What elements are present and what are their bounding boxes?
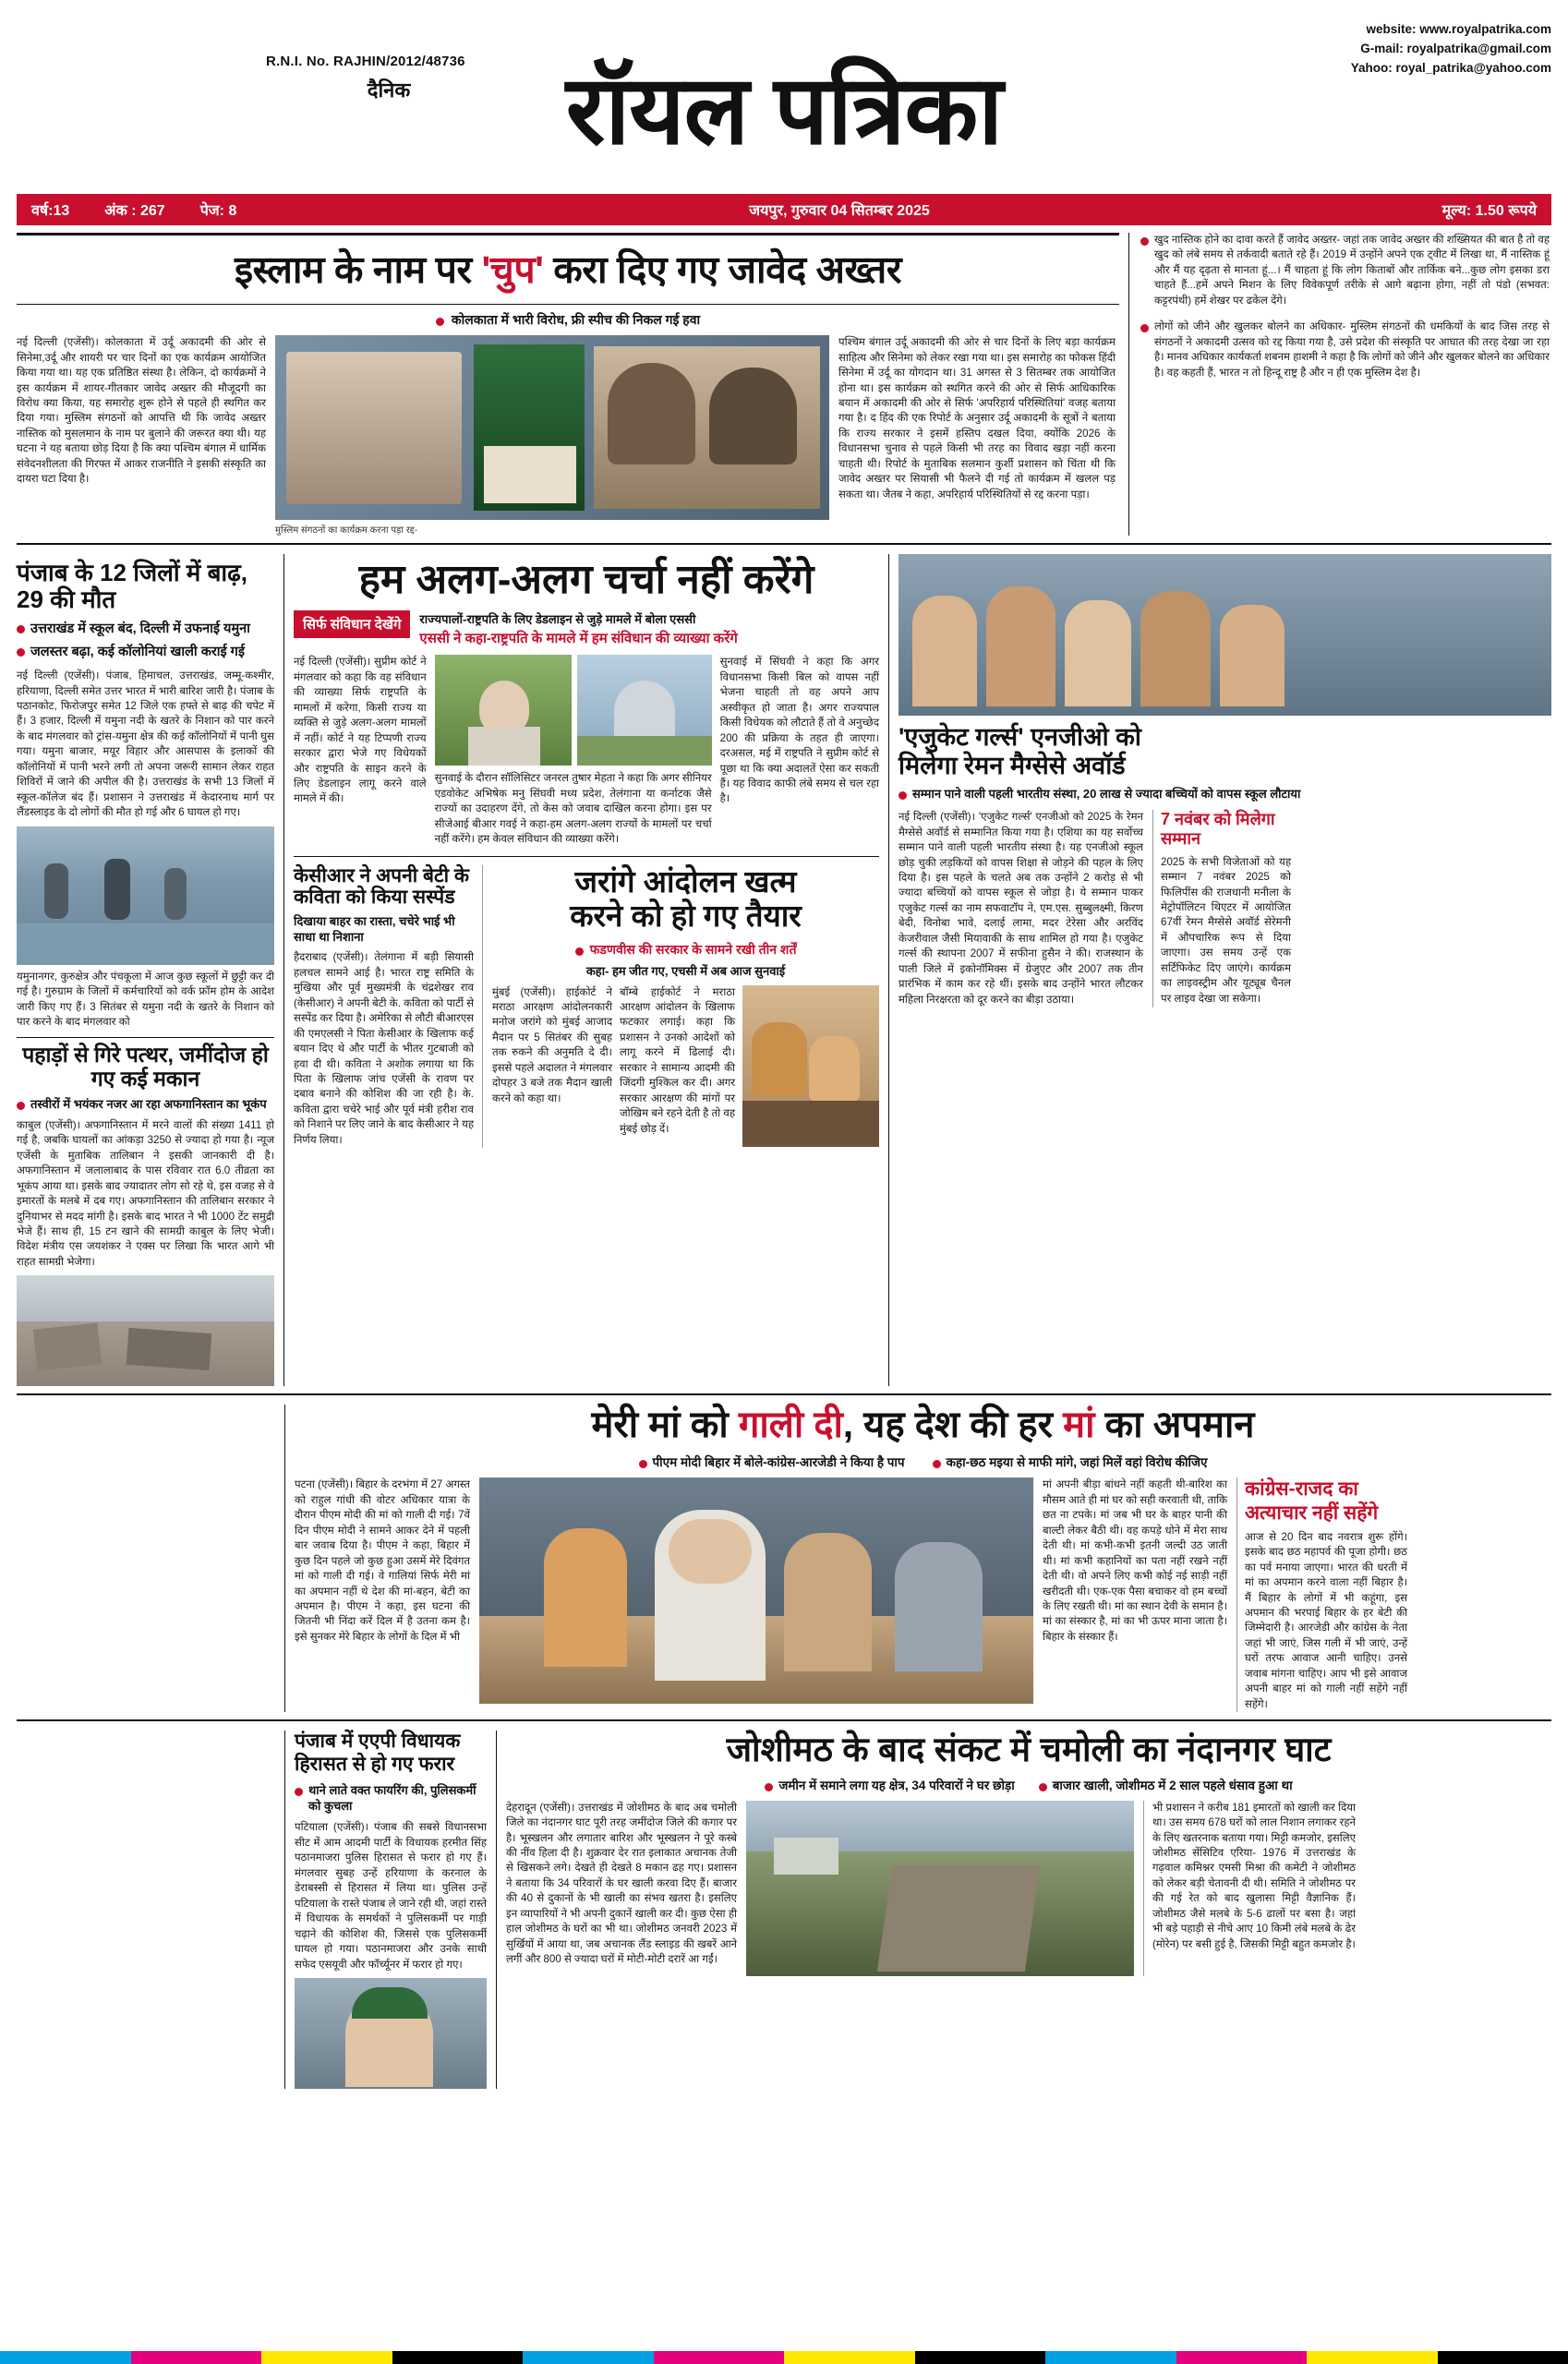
ngo-photo	[899, 554, 1551, 716]
lead-sidebar	[1129, 233, 1550, 536]
jarange-deck-2: कहा- हम जीत गए, एचसी में अब आज सुनवाई	[585, 963, 786, 978]
punjab-bullet-icon-1	[17, 625, 25, 633]
modi-bullet-icon-2	[933, 1460, 941, 1468]
joshimath-photo	[746, 1801, 1134, 1976]
sidebar-bullet-icon-1	[1140, 237, 1149, 246]
joshimath-deck-1: जमीन में समाने लगा यह क्षेत्र, 34 परिवारों ने घर छोड़ा	[778, 1778, 1015, 1792]
joshimath-col-2: भी प्रशासन ने करीब 181 इमारतों को खाली कर दिया था। उस समय 678 घरों को लाल निशान लगाकर रहने के लिए खतरनाक बताया गया। मिट्टी कमजोर, इसलिए जोशीमठ सेंसिटिव एरिया- 1976 में उत्तराखंड के गढ़वाल कमिश्नर एमसी मिश्रा की कमेटी ने जोशीमठ को लेकर बड़ी चेतावनी दी थी। समिति ने जोशीमठ पर की गई रेत को बाद खुलासा मिट्टी वैज्ञानिक हैं। जोशीमठ जैसे मलबे के 5-6 ढालों पर बसा है। जहां भी बड़े पहाड़ी से नीचे आए 10 किमी लंबे मलबे के ढेर (मोरेन) पर बसी हुई है, जिसकी मिट्टी बहुत कमजोर है।	[1143, 1801, 1356, 1976]
mountain-body: काबुल (एजेंसी)। अफगानिस्तान में मरने वालों की संख्या 1411 हो गई है, जबकि घायलों का आंकड़ा 3250 से ज्यादा हो गया है। न्यूज एजेंसी के मुताबिक तालिबान ने इसकी जानकारी दी है। अफगानिस्तान में जलालाबाद के पास रविवार रात 6.0 तीव्रता का भूकंप आया था। इसके बाद ज्यादातर लोग सो रहे थे, इस वजह से वे इमारतों के मलबे में दब गए। अफगानिस्तान की तालिबान सरकार ने दुनियाभर से मदद मांगी है। इसके बाद भारत ने भी 1000 टेंट समुद्री भेजे हैं। साथ ही, 15 टन खाने की सामग्री काबुल के लिए भेजी। विदेश मंत्रीय एस जयशंकर ने एक्स पर लिखा कि भारत आगे भी राहत सामग्री भेजेगा।	[17, 1118, 274, 1268]
jarange-col-2: बॉम्बे हाईकोर्ट ने मराठा आरक्षण आंदोलन के खिलाफ फटकार लगाई। कहा कि प्रशासन ने उनको आदेशों को लागू करने में ढिलाई दी। सरकार ने सामान्य आदमी की जिंदगी मुश्किल कर दी। अगर सरकार आरक्षण की मांगों पर जोखिम बने रहने देती है तो वह मुंबई छोड़ दें।	[620, 985, 735, 1135]
sidebar-bullet-1: खुद नास्तिक होने का दावा करते हैं जावेद अख्तर- जहां तक जावेद अख्तर की शख्सियत की बात है तो वह खुद को लंबे समय से तर्कवादी बताते रहे हैं। 2019 में उन्होंने अपने एक ट्वीट में लिखा था, मैं नास्तिक हूं और मैं यह दृढ़ता से मानता हूं...। मैं चाहता हूं कि लोग किताबों और तार्किक बने...कुछ लोग इसका डरा चाहते हैं...हमें अपने मिशन के लिए विवेकपूर्ण तरीके से आगे बढ़ाना होगा, नहीं तो पंडो (सभवत: कट्टरपंथी) हमें शेखर पर ढकेल देंगे।	[1154, 234, 1550, 307]
dainik-label: दैनिक	[367, 78, 411, 102]
president-photo	[435, 655, 572, 766]
sidebar-bullet-icon-2	[1140, 324, 1149, 332]
place-date: जयपुर, गुरुवार 04 सितम्बर 2025	[749, 203, 930, 219]
modi-sidebox	[1236, 1478, 1407, 1712]
joshimath-deck-2: बाजार खाली, जोशीमठ में 2 साल पहले धंसाव हुआ था	[1052, 1778, 1293, 1792]
joshimath-bullet-icon-2	[1039, 1783, 1047, 1791]
logo	[367, 57, 1003, 164]
ngo-deck: सम्मान पाने वाली पहली भारतीय संस्था, 20 लाख से ज्यादा बच्चियों को वापस स्कूल लौटाया	[912, 787, 1301, 802]
top-section	[17, 233, 1551, 536]
ngo-side-body: 2025 के सभी विजेताओं को यह सम्मान 7 नवंबर 2025 को फिलिपींस की राजधानी मनीला के मेट्रोपॉलिटन थिएटर में आयोजित 67वीं रेमन मैग्सेसे अवॉर्ड सेरेमनी में औपचारिक रूप से दिया जाएगा। उस समय उन्हें एक सर्टिफिकेट दिए जाएंगे। कार्यक्रम का लाइवस्ट्रीम और यूट्यूब चैनल पर लाइव देखा जा सकेगा।	[1161, 855, 1291, 1005]
joshimath-story	[497, 1731, 1551, 2089]
lead-photo	[275, 335, 829, 520]
ngo-side-headline: 7 नवंबर को मिलेगा सम्मान	[1161, 810, 1275, 849]
issue-label: अंक : 267	[104, 203, 165, 219]
mla-headline: पंजाब में एएपी विधायक हिरासत से हो गए फरार	[295, 1731, 461, 1775]
jarange-col-1: मुंबई (एजेंसी)। हाईकोर्ट ने मराठा आरक्षण आंदोलनकारी मनोज जरांगे को मुंबई आजाद मैदान पर 5 सितंबर की सुबह तक रुकने की अनुमति दे दी। इससे पहले अदालत ने मंगलवार दोपहर 3 बजे तक मैदान खाली करने को कहा था।	[492, 985, 612, 1104]
mountain-headline: पहाड़ों से गिरे पत्थर, जमींदोज हो गए कई मकान	[22, 1043, 269, 1092]
contact-info	[1351, 20, 1551, 78]
jarange-story	[492, 865, 879, 1149]
modi-col-1: पटना (एजेंसी)। बिहार के दरभंगा में 27 अगस्त को राहुल गांधी की वोटर अधिकार यात्रा के दौरान पीएम मोदी की मां को गाली दी गई। 7वें दिन पीएम मोदी ने सामने आकर देने में पहली बार जवाब दिया है। पीएम ने कहा, बिहार में कुछ दिन पहले जो कुछ हुआ उसमें मेरे दिवंगत मां को गाली दी गई। वे गालियां सिर्फ मेरी मां का अपमान नहीं थे देश की मां-बहन, बेटी का अपमान है। पीएम ने कहा, इस घटना की जितनी भी निंदा करें दिल में है उतना कम है। इसे सुनकर मेरे बिहार के लोगों के दिल में भी	[295, 1478, 470, 1643]
sc-col-3: सुनवाई में सिंघवी ने कहा कि अगर विधानसभा किसी बिल को वापस नहीं भेजना चाहती तो वह अपने आप अस्वीकृत हो जाता है। अगर राज्यपाल किसी विधेयक को लौटाते हैं तो वे अनुच्छेद 200 की प्रक्रिया के तहत ही जाएगा। दरअसल, मई में राष्ट्रपति ने सुप्रीम कोर्ट से पूछा था कि क्या अदालतें ऐसा कर सकती हैं। यह विवाद काफी लंबे समय से चल रहा है।	[719, 656, 879, 805]
mla-body: पटियाला (एजेंसी)। पंजाब की सबसे विधानसभा सीट में आम आदमी पार्टी के विधायक हरमीत सिंह पठानमाजरा पुलिस हिरासत से फरार हो गए हैं। मंगलवार सुबह उन्हें हरियाणा के करनाल के डेराबस्सी से हिरासत में लिया था। पुलिस उन्हें पटियाला के रास्ते पंजाब ले जाने रही थी, जहां रास्ते में विधायक के समर्थकों ने पुलिसकर्मी पर गाड़ी चढ़ाने की कोशिश की, जिससे एक पुलिसकर्मी घायल हो गया। पठानमाजरा और उनके साथी सफेद एसयूवी और फॉर्च्यूनर में फरार हो गए।	[295, 1821, 487, 1971]
lead-deck: कोलकाता में भारी विरोध, फ्री स्पीच की निकल गई हवा	[451, 312, 701, 327]
gmail-line: G-mail: royalpatrika@gmail.com	[1360, 41, 1551, 55]
ngo-sidebox	[1152, 810, 1291, 1007]
lead-col-2: पश्चिम बंगाल उर्दू अकादमी की ओर से चार दिनों के लिए बड़ा कार्यक्रम साहित्य और सिनेमा को लेकर रखा गया था। इस समारोह का फोकस हिंदी सिनेमा में उर्दू का योगदान था। 31 अगस्त से 3 सितम्बर तक आयोजित होना था। इस कार्यक्रम को स्थगित करने की ओर से सिर्फ आधिकारिक बयान में अकादमी की ओर से सिर्फ 'अपरिहार्य परिस्थितियां' वजह बताया गया है। द हिंद की एक रिपोर्ट के अनुसार उर्दू अकादमी के सूत्रों ने बताया कि राज्य सरकार ने इसमें हस्तिप दखल दिया, क्योंकि 2026 के विधानसभा चुनाव से पहले किसी भी तरह का विवाद खड़ा नहीं करना चाहती थी। रिपोर्ट के मुताबिक सलमान कुर्शी प्रशासन को चिंता थी कि जावेद अख्तर पर सियासी भी फैलने दी गई तो कार्यक्रम में खलल पड़ सकता था। जैतब ने कहा, अपरिहार्य परिस्थितियों से रद्द करना पड़ा।	[838, 336, 1116, 501]
mountain-bullet-icon	[17, 1102, 25, 1110]
punjab-headline: पंजाब के 12 जिलों में बाढ़, 29 की मौत	[17, 559, 248, 614]
jarange-headline: जरांगे आंदोलन खत्म करने को हो गए तैयार	[570, 863, 802, 933]
supreme-court-story	[284, 554, 889, 1386]
modi-rally-photo	[479, 1478, 1033, 1704]
kcr-body: हैदराबाद (एजेंसी)। तेलंगाना में बड़ी सियासी हलचल सामने आई है। भारत राष्ट्र समिति के मुखिया और पूर्व मुख्यमंत्री के चंद्रशेखर राव (केसीआर) ने अपनी बेटी के. कविता को पार्टी से सस्पेंड कर दिया है। अमेरिका से लौटी बीआरएस की एमएलसी ने पिता केसीआर के खिलाफ कई बयान दिए थे और पार्टी के भीतर गुटबाजी को हवा दी थी। कविता ने अशोक लगाया था कि पिता के खिलाफ जांच एजेंसी के रावण पर दबाव बनाने की कोशिश की जा रही है। के. कविता द्वारा चचेरे भाई और पूर्व मंत्री हरीश राव को निशाने पर लिए जाने के बाद केसीआर ने यह निर्णय लिया।	[294, 951, 474, 1146]
punjab-caption: यमुनानगर, कुरुक्षेत्र और पंचकूला में आज कुछ स्कूलों में छुट्टी कर दी गई है। गुरुग्राम के जिलों में कर्मचारियों को वर्क फ्रॉम होम के आदेश जारी किए गए हैं। 3 सितंबर से यमुना नदी के खतरे के निशान को पार करने के बाद मंगलवार को	[17, 970, 274, 1028]
ngo-headline: 'एजुकेट गर्ल्स' एनजीओ को मिलेगा रेमन मैग्सेसे अवॉर्ड	[899, 723, 1141, 780]
deck-bullet-icon	[436, 318, 444, 326]
kcr-headline: केसीआर ने अपनी बेटी के कविता को किया सस्पेंड	[294, 864, 470, 909]
punjab-bullet-icon-2	[17, 648, 25, 657]
modi-deck-2: कहा-छठ मइया से माफी मांगे, जहां मिलें वहां विरोध कीजिए	[946, 1455, 1208, 1470]
punjab-body: नई दिल्ली (एजेंसी)। पंजाब, हिमाचल, उत्तराखंड, जम्मू-कश्मीर, हरियाणा, दिल्ली समेत उत्तर भारत में भारी बारिश जारी है। पंजाब के पठानकोट, फिरोजपुर समेत 12 जिले एक हफ्ते से बाढ़ की चपेट में हैं। 3 हजार, दिल्ली में यमुना नदी के खतरे के निशान को पार करने के बाद मंगलवार को ट्रांस-यमुना क्षेत्र की कई कॉलोनियों में पानी घुस गया। यमुना बाजार, मयूर विहार और आसपास के इलाकों की कॉलोनियों में पानी भरने लगी तो अपना जरूरी सामान लेकर राहत शिविरों में जाने की अपील की है। उत्तराखंड के सभी 13 जिलों में स्कूल-कॉलेज बंद हैं। प्रशासन ने उत्तराखंड में केदारनाथ मार्ग पर लैंडस्लाइड के दो लोगों की मौत हो गई और 6 घायल हो गए।	[17, 669, 274, 819]
sc-col-2: सुनवाई के दौरान सॉलिसिटर जनरल तुषार मेहता ने कहा कि अगर सीनियर एडवोकेट अभिषेक मनु सिंघवी मध्य प्रदेश, तेलंगाना या कर्नाटक जैसे राज्यों का उदाहरण देंगे, तो केस को जवाब दाखिल करना होगा। इस पर सीजेआई बीआर गवई ने कहा-हम अलग-अलग राज्यों के मामलों पर चर्चा नहीं करेंगे। हम केवल संविधान की व्याख्या करेंगे।	[434, 772, 712, 846]
sc-col-1: नई दिल्ली (एजेंसी)। सुप्रीम कोर्ट ने मंगलवार को कहा कि वह संविधान की व्याख्या सिर्फ राष्ट्रपति के मामलों में करेगा, किसी राज्य या व्यक्ति से जुड़े अलग-अलग मामलों में नहीं। कोर्ट ने यह टिप्पणी राज्य सरकार द्वारा भेजे गए विधेयकों और राष्ट्रपति के साइन करने के लिए डेडलाइन लागू करने वाले मामले में की।	[294, 656, 427, 805]
modi-side-body: आज से 20 दिन बाद नवरात्र शुरू होंगे। इसके बाद छठ महापर्व की पूजा होगी। छठ का पर्व मनाया जाएगा। भारत की धरती में मां का अपमान करने वाला नहीं बिहार है। मैं बिहार के लोगों में भी कहूंगा, इस अपमान की भरपाई बिहार के हर बेटी की जिम्मेदारी है। आरजेडी और कांग्रेस के नेता जहां भी जाएं, जिस गली में भी जाएं, उन्हें घरों तरफ आवाज आनी चाहिए। उनसे जवाब मांगना चाहिए। आप भी इसे आवाज अपनी बाहर मां को गाली नहीं सहेंगे नहीं सहेंगे।	[1245, 1530, 1407, 1710]
second-section	[17, 554, 1551, 1386]
sc-deck-2: एससी ने कहा-राष्ट्रपति के मामले में हम संविधान की व्याख्या करेंगे	[419, 630, 738, 646]
punjab-bullet-2: जलस्तर बढ़ा, कई कॉलोनियां खाली कराई गई	[30, 645, 245, 660]
lead-headline: इस्लाम के नाम पर 'चुप' करा दिए गए जावेद अख्तर	[235, 248, 901, 291]
lead-story	[17, 233, 1129, 536]
joshimath-col-1: देहरादून (एजेंसी)। उत्तराखंड में जोशीमठ के बाद अब चमोली जिले का नंदानगर घाट पूरी तरह जमींदोज जिले की कगार पर है। भूस्खलन और लगातार बारिश और भूस्खलन ने पूरे कस्बे की नींव हिला दी है। शुक्रवार देर रात इलाकात अचानक तेजी से खिसकने लगे। देखते ही देखते 8 मकान ढह गए। प्रशासन ने बताया कि 34 परिवारों के घर खाली करवा दिए हैं। बाजार की 40 से दुकानों के भी खाली का संभव खतरा है। इसलिए इन व्यापारियों ने भी अपनी दुकानें खाली कर दी। कुछ ऐसा ही हाल जोशीमठ के घरों का भी था। जोशीमठ जनवरी 2023 में सुर्खियों में आया था, जब अचानक लैंड स्लाइड की खबरें आने लगीं और 800 से ज्यादा घरों में मोटी-मोटी दरारें आ गईं।	[506, 1801, 737, 1966]
jarange-photo	[742, 985, 879, 1147]
punjab-flood-photo	[17, 826, 274, 965]
mla-deck: थाने लाते वक्त फायरिंग की, पुलिसकर्मी को कुचला	[308, 1782, 476, 1813]
year-label: वर्ष:13	[31, 203, 70, 219]
kcr-deck: दिखाया बाहर का रास्ता, चचेरे भाई भी साधा था निशाना	[294, 913, 455, 944]
ngo-bullet-icon	[899, 791, 907, 800]
website-line: website: www.royalpatrika.com	[1366, 22, 1551, 36]
punjab-bullet-1: उत्तराखंड में स्कूल बंद, दिल्ली में उफनाई यमुना	[30, 621, 250, 637]
jarange-deck-1: फडणवीस की सरकार के सामने रखी तीन शर्तें	[589, 941, 797, 957]
mla-story	[284, 1731, 497, 2089]
sc-deck-1: राज्यपालों-राष्ट्रपति के लिए डेडलाइन से जुड़े मामले में बोला एससी	[419, 611, 696, 626]
bottom-section	[17, 1731, 1551, 2089]
lead-photo-caption: मुस्लिम संगठनों का कार्यक्रम करना पड़ा रद्द-	[275, 525, 418, 537]
sc-headline: हम अलग-अलग चर्चा नहीं करेंगे	[358, 557, 814, 603]
modi-section	[17, 1405, 1551, 1712]
ngo-body: नई दिल्ली (एजेंसी)। 'एजुकेट गर्ल्स' एनजीओ को 2025 के रेमन मैग्सेसे अवॉर्ड से सम्मानित किया गया है। एशिया का यह सर्वोच्च सम्मान पाने वाली पहली भारतीय संस्था है। यह एनजीओ स्कूल छोड़ चुकी लड़कियों को वापस शिक्षा से जोड़ने की पहल के लिए दिया है। इस पहले के चलते अब तक उन्होंने 2 करोड़ से भी ज्यादा बच्चियों को वापस स्कूल से जोड़ा है। ये सम्मान पाकर एजुकेट गर्ल्स का नाम सफवाटॉप ने, एम.एस. सुब्बुलक्ष्मी, किरण बेदी, विनोबा भावे, दलाई लामा, मदर टेरेसा और अरविंद केजरीवाल जैसी मियावाकी के साथ शामिल हो गया है। एजुकेट गर्ल्स की स्थापना 2007 में सफीना हुसैन ने की। राजस्थान के पाली जिले में इकोनॉमिक्स में ग्रेजुएट और 2007 तक तीन प्रारंभिक में काम कर रहे थीं। इसके बाद उन्होंने भारत लौटकर महिला निरक्षरता को दूर करने का बीड़ा उठाया।	[899, 811, 1143, 1006]
modi-story	[284, 1405, 1551, 1712]
mountain-deck: तस्वीरों में भयंकर नजर आ रहा अफगानिस्तान का भूकंप	[30, 1096, 267, 1111]
modi-deck-1: पीएम मोदी बिहार में बोले-कांग्रेस-आरजेडी ने किया है पाप	[652, 1455, 905, 1470]
mla-photo	[295, 1978, 487, 2089]
kcr-story	[294, 865, 483, 1149]
registration-color-bar	[0, 2351, 1568, 2364]
jarange-bullet-icon	[575, 947, 584, 956]
modi-side-headline: कांग्रेस-राजद का अत्याचार नहीं सहेंगे	[1245, 1478, 1379, 1524]
supreme-court-building-photo	[577, 655, 712, 766]
yahoo-line: Yahoo: royal_patrika@yahoo.com	[1350, 60, 1551, 75]
modi-bullet-icon-1	[639, 1460, 647, 1468]
joshimath-bullet-icon-1	[765, 1783, 773, 1791]
punjab-flood-story	[17, 554, 284, 1386]
mla-bullet-icon	[295, 1788, 303, 1796]
sidebar-bullet-2: लोगों को जीने और खुलकर बोलने का अधिकार- मुस्लिम संगठनों की धमकियों के बाद जिस तरह से संगठनों ने अकादमी उत्सव को रद्द किया गया है, उसे प्रदेश की संस्कृति पर आघात की तरह देखा जा रहा है। मानव अधिकार कार्यकर्ता शबनम हाशमी ने कहा है कि लोगों को जीने और खुलकर बोलने का अधिकार है। वह कहती हैं, भारत न तो हिन्दू राष्ट्र है और न ही एक मुस्लिम देश है।	[1154, 320, 1550, 379]
masthead	[17, 13, 1551, 188]
ngo-story	[889, 554, 1551, 1386]
price-label: मूल्य: 1.50 रूपये	[1441, 203, 1537, 219]
modi-col-2: मां अपनी बीड़ा बांधने नहीं कहती थी-बारिश का मौसम आते ही मां घर को सही करवाती थी, ताकि छत ना टपके। मां जब भी घर के बाहर पानी की बाल्टी लेकर बैठी थी। वह कपड़े धोने में मेरा साथ देती थी। मां कभी-कभी इतनी जल्दी उठ जाती थी। मां कभी कहानियों का पता नहीं रखने नहीं देती थी। वो अपने लिए कभी कोई नई साड़ी नहीं खरीदती थी। एक-एक पैसा बचाकर वो हम बच्चों के लिए रखती थी। मां का स्थान देवी के समान है। मां का संस्कार है, मां का भी ऊपर माना जाता है। बिहार के संस्कार हैं।	[1043, 1478, 1227, 1643]
modi-headline: मेरी मां को गाली दी, यह देश की हर मां का अपमान	[591, 1405, 1255, 1446]
pages-label: पेज: 8	[199, 203, 237, 219]
sc-band: सिर्फ संविधान देखेंगे	[294, 610, 410, 638]
info-bar	[17, 194, 1551, 225]
paper-title: रॉयल पत्रिका	[565, 57, 1003, 164]
joshimath-headline: जोशीमठ के बाद संकट में चमोली का नंदानगर घाट	[726, 1731, 1332, 1769]
rni-number: R.N.I. No. RAJHIN/2012/48736	[266, 54, 465, 69]
lead-col-1: नई दिल्ली (एजेंसी)। कोलकाता में उर्दू अकादमी की ओर से सिनेमा,उर्दू और शायरी पर चार दिनों का एक कार्यक्रम आयोजित किया गया था। यह एक प्रतिष्ठित संस्था है। लेकिन, दो कार्यक्रमों ने इस कार्यक्रम में शायर-गीतकार जावेद अख्तर की मौजूदगी का विरोध क्या किया, यह समारोह शुरू होने से पहले ही स्थगित कर दिया गया। मुस्लिम संगठनों को आपत्ति थी कि जावेद अख्तर नास्तिक को मुसलमान के नाम पर बुलाने की जरूरत क्या थी। यह घटना ने यह बताया छोड़ दिया है कि क्या पश्चिम बंगाल में धार्मिक संवेदनशीलता की गिरफ्त में आकर राजनीति ने इसकी संस्कृति का दायरा घटा दिया है।	[17, 336, 266, 486]
afghanistan-quake-photo	[17, 1275, 274, 1386]
